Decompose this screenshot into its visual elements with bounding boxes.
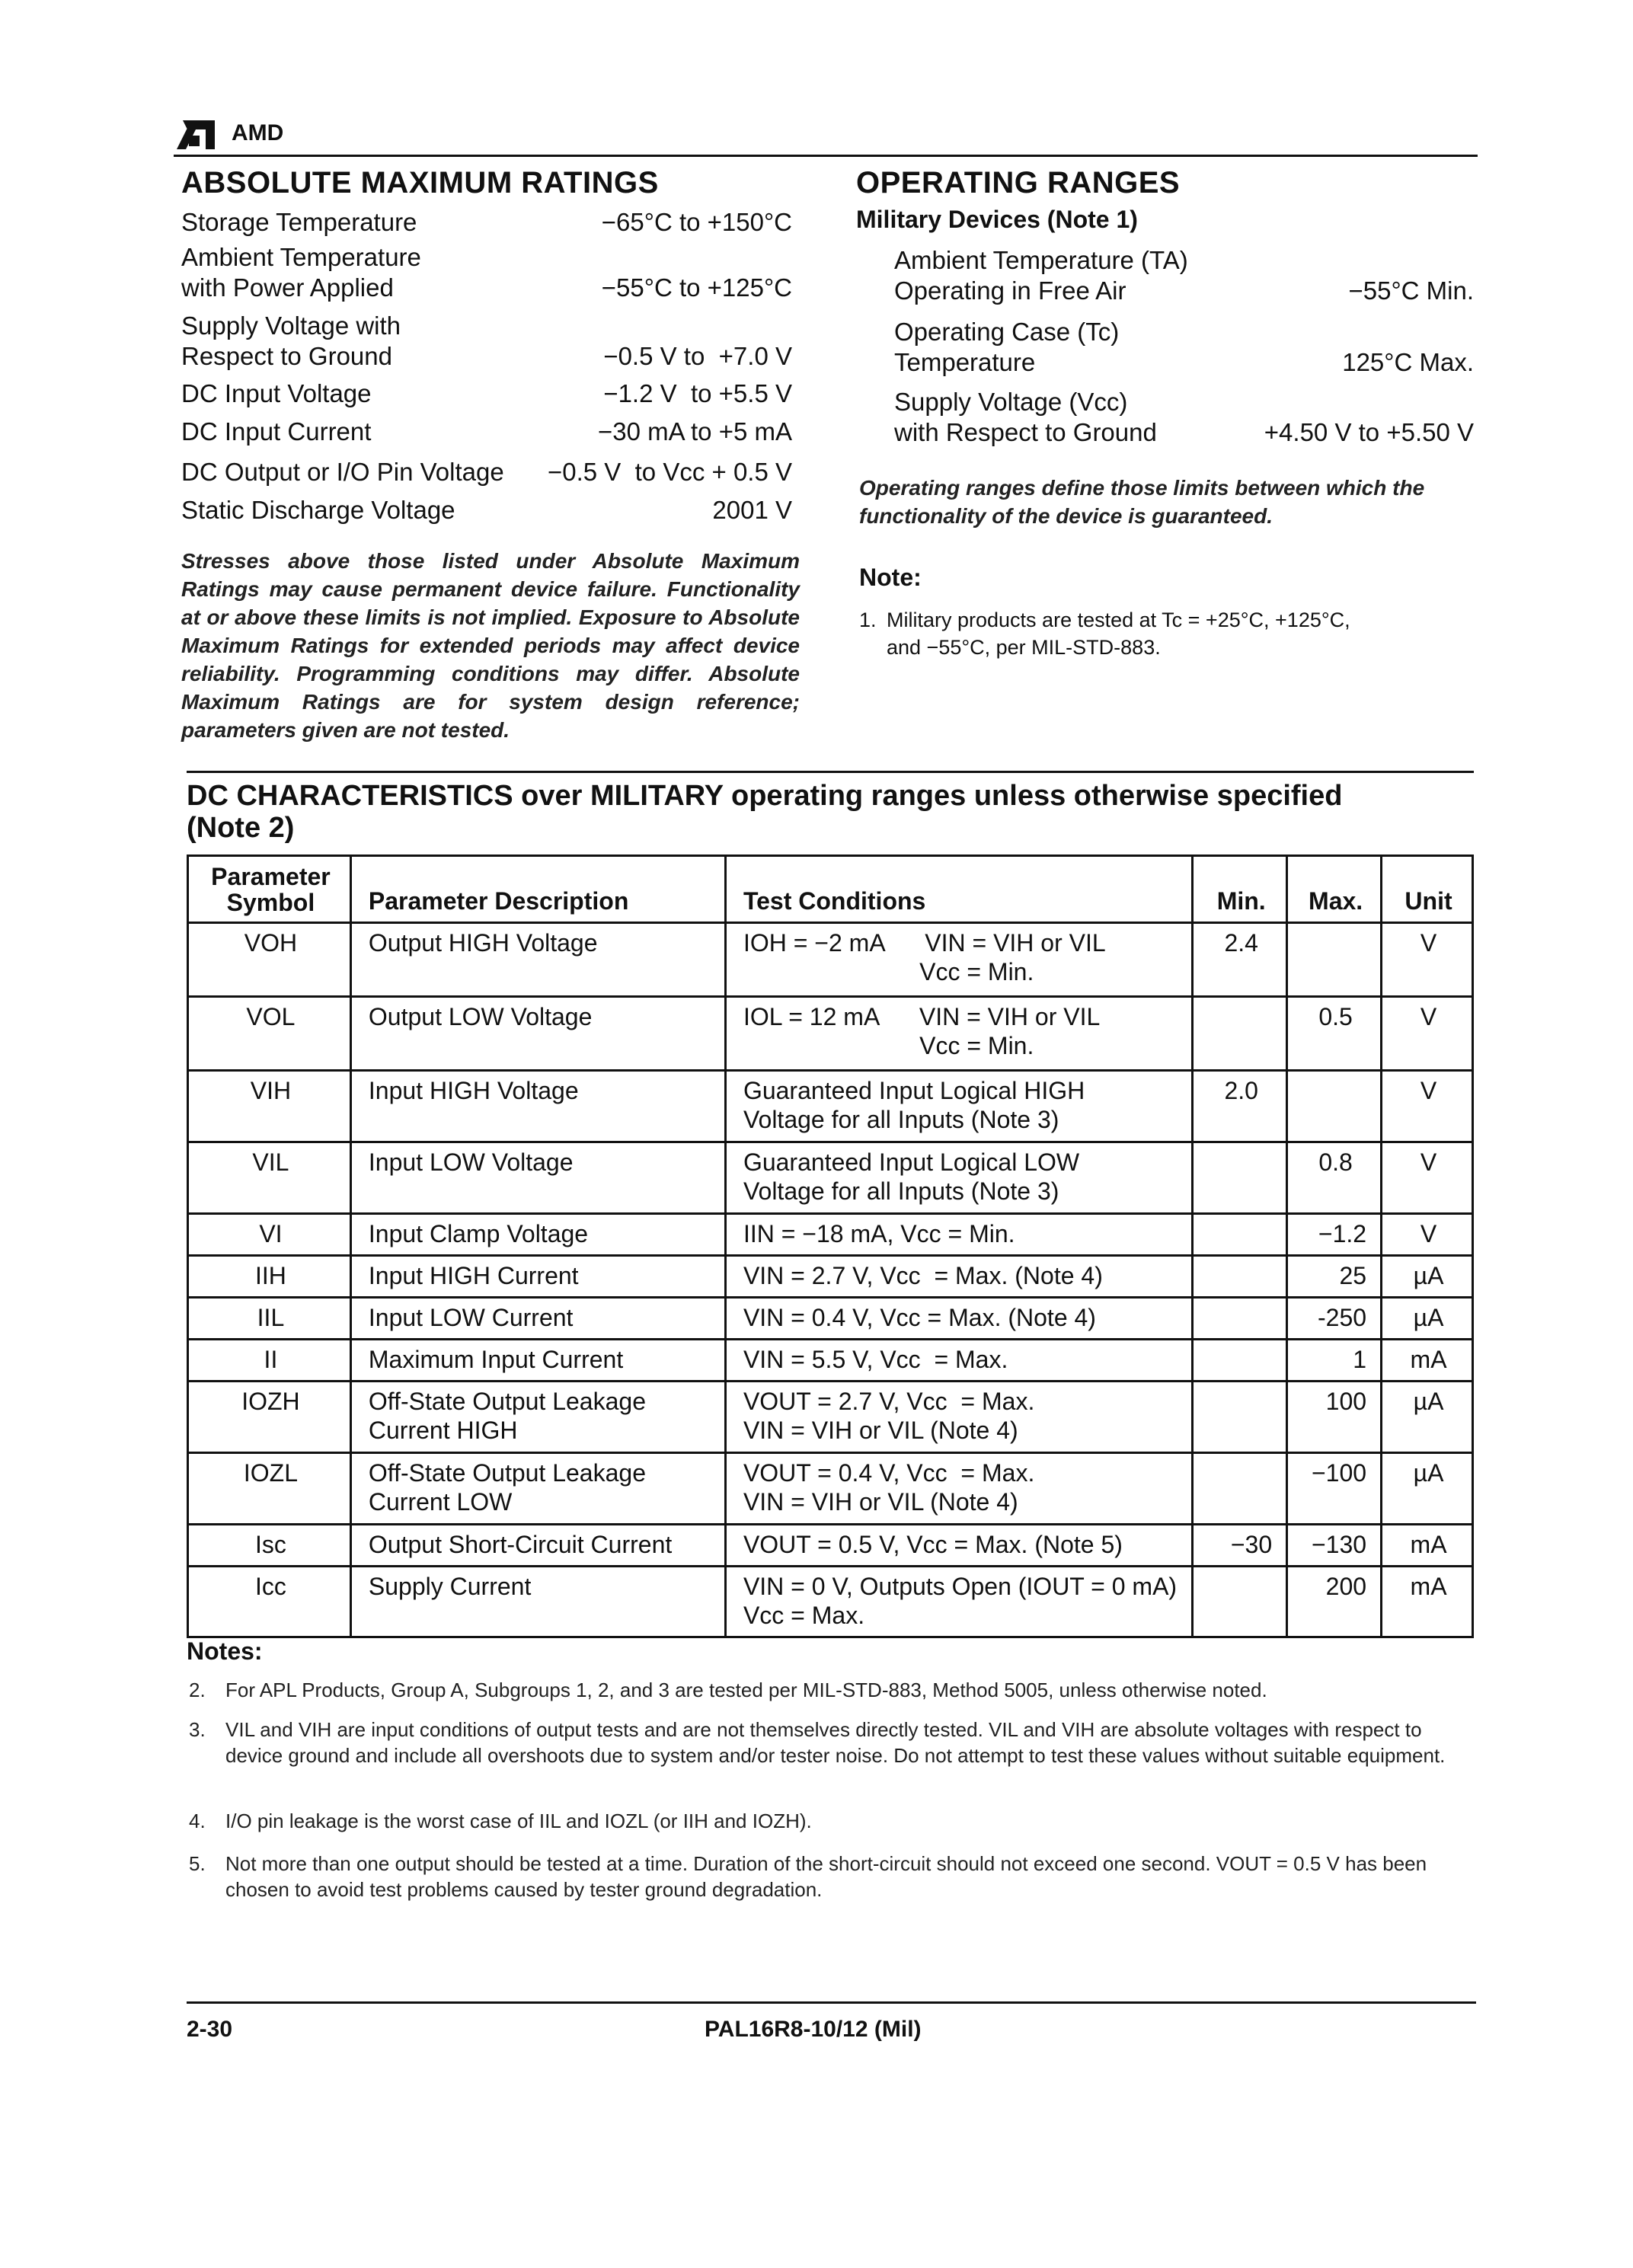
- op-ranges-row-1-value: 125°C Max.: [1342, 348, 1474, 376]
- cell-cond: IOL = 12 mA VIN = VIH or VIL Vcc = Min.: [725, 997, 1192, 1071]
- cell-symbol: VIH: [188, 1071, 351, 1142]
- dc-header-max: Max.: [1287, 856, 1382, 923]
- op-ranges-row-0-label: Ambient Temperature (TA) Operating in Free Air: [894, 246, 1188, 305]
- cell-cond: VIN = 0 V, Outputs Open (IOUT = 0 mA) Vcc = Max.: [725, 1567, 1192, 1637]
- page-number: 2-30: [187, 2017, 233, 2042]
- dc-header-symbol: Parameter Symbol: [188, 856, 351, 923]
- cell-desc: Input HIGH Voltage: [350, 1071, 725, 1142]
- op-ranges-row-2-value: +4.50 V to +5.50 V: [1264, 418, 1474, 446]
- notes-title: Notes:: [187, 1637, 263, 1665]
- abs-max-row-6-value: 2001 V: [712, 496, 792, 524]
- abs-max-title: ABSOLUTE MAXIMUM RATINGS: [181, 166, 659, 200]
- footer-rule: [187, 2001, 1476, 2004]
- cell-cond: VOUT = 0.5 V, Vcc = Max. (Note 5): [725, 1525, 1192, 1567]
- note-4: [189, 1808, 1476, 1838]
- cell-symbol: IIL: [188, 1298, 351, 1340]
- cell-desc: Input Clamp Voltage: [350, 1214, 725, 1256]
- op-ranges-row-1-label: Operating Case (Tc) Temperature: [894, 318, 1120, 376]
- table-row: [188, 1525, 1473, 1567]
- abs-max-row-1-value: −55°C to +125°C: [601, 273, 792, 302]
- cell-unit: V: [1382, 1214, 1473, 1256]
- cell-desc: Supply Current: [350, 1567, 725, 1637]
- cell-min: 2.4: [1193, 923, 1287, 997]
- dc-header-unit: Unit: [1382, 856, 1473, 923]
- cell-max: -250: [1287, 1298, 1382, 1340]
- cell-unit: mA: [1382, 1340, 1473, 1382]
- cell-max: 25: [1287, 1256, 1382, 1298]
- dc-header-desc: Parameter Description: [350, 856, 725, 923]
- cell-max: −130: [1287, 1525, 1382, 1567]
- cell-desc: Output Short-Circuit Current: [350, 1525, 725, 1567]
- abs-max-row-5-label: DC Output or I/O Pin Voltage: [181, 458, 504, 486]
- table-row: [188, 1214, 1473, 1256]
- cell-min: [1193, 1256, 1287, 1298]
- cell-desc: Input LOW Current: [350, 1298, 725, 1340]
- cell-cond: Guaranteed Input Logical LOW Voltage for all Inputs (Note 3): [725, 1142, 1192, 1214]
- cell-cond: VIN = 2.7 V, Vcc = Max. (Note 4): [725, 1256, 1192, 1298]
- table-row: [188, 1142, 1473, 1214]
- cell-unit: V: [1382, 923, 1473, 997]
- cell-desc: Off-State Output Leakage Current HIGH: [350, 1382, 725, 1453]
- cell-symbol: Isc: [188, 1525, 351, 1567]
- op-ranges-note1-text: Military products are tested at Tc = +25°C, +125°C, and −55°C, per MIL-STD-883.: [887, 609, 1350, 659]
- note-3-num: 3.: [189, 1718, 206, 1741]
- cell-symbol: IOZL: [188, 1453, 351, 1525]
- note-5-text: Not more than one output should be tested at a time. Duration of the short-circuit should not exceed one second. VOUT = 0.5 V has been chosen to avoid test problems caused by tester ground degradation.: [225, 1852, 1427, 1901]
- table-row: [188, 1071, 1473, 1142]
- dc-header-cond: Test Conditions: [725, 856, 1192, 923]
- cell-symbol: IOZH: [188, 1382, 351, 1453]
- note-5: [189, 1851, 1476, 1912]
- dc-header-row: [188, 856, 1473, 923]
- cell-max: 100: [1287, 1382, 1382, 1453]
- brand-name: AMD: [232, 120, 284, 145]
- header-rule: [174, 155, 1478, 157]
- note-3-text: VIL and VIH are input conditions of output tests and are not themselves directly tested. VIL and VIH are absolute voltages with respect to device ground and include all overshoots due to system and/or tester noise. Do not attempt to test these values without suitable equipment.: [225, 1718, 1446, 1767]
- cell-desc: Input LOW Voltage: [350, 1142, 725, 1214]
- cell-cond: IOH = −2 mA VIN = VIH or VIL Vcc = Min.: [725, 923, 1192, 997]
- cell-unit: µA: [1382, 1298, 1473, 1340]
- cell-cond: VIN = 0.4 V, Vcc = Max. (Note 4): [725, 1298, 1192, 1340]
- cell-symbol: VIL: [188, 1142, 351, 1214]
- cell-symbol: IIH: [188, 1256, 351, 1298]
- table-row: [188, 1298, 1473, 1340]
- note-4-text: I/O pin leakage is the worst case of IIL and IOZL (or IIH and IOZH).: [225, 1810, 812, 1832]
- note-2-num: 2.: [189, 1679, 206, 1701]
- cell-max: −100: [1287, 1453, 1382, 1525]
- cell-min: [1193, 1453, 1287, 1525]
- cell-symbol: VOL: [188, 997, 351, 1071]
- cell-min: −30: [1193, 1525, 1287, 1567]
- op-ranges-row-0-value: −55°C Min.: [1348, 276, 1474, 305]
- cell-max: 0.5: [1287, 997, 1382, 1071]
- cell-unit: mA: [1382, 1525, 1473, 1567]
- cell-cond: Guaranteed Input Logical HIGH Voltage for all Inputs (Note 3): [725, 1071, 1192, 1142]
- abs-max-row-6-label: Static Discharge Voltage: [181, 496, 455, 524]
- op-ranges-title: OPERATING RANGES: [856, 166, 1181, 200]
- table-row: [188, 1453, 1473, 1525]
- cell-desc: Output LOW Voltage: [350, 997, 725, 1071]
- cell-cond: IIN = −18 mA, Vcc = Min.: [725, 1214, 1192, 1256]
- cell-min: [1193, 1340, 1287, 1382]
- cell-max: −1.2: [1287, 1214, 1382, 1256]
- table-row: [188, 1382, 1473, 1453]
- amd-logo-icon: [174, 113, 219, 152]
- note-3: [189, 1717, 1476, 1800]
- cell-max: [1287, 923, 1382, 997]
- table-row: [188, 1340, 1473, 1382]
- dc-header-min: Min.: [1193, 856, 1287, 923]
- cell-symbol: II: [188, 1340, 351, 1382]
- amd-logo: [174, 113, 219, 152]
- cell-min: [1193, 997, 1287, 1071]
- abs-max-row-2-value: −0.5 V to +7.0 V: [603, 342, 792, 370]
- cell-min: 2.0: [1193, 1071, 1287, 1142]
- cell-symbol: Icc: [188, 1567, 351, 1637]
- cell-max: 0.8: [1287, 1142, 1382, 1214]
- op-ranges-row-2-label: Supply Voltage (Vcc) with Respect to Ground: [894, 388, 1157, 446]
- cell-symbol: VI: [188, 1214, 351, 1256]
- cell-desc: Off-State Output Leakage Current LOW: [350, 1453, 725, 1525]
- abs-max-row-4-value: −30 mA to +5 mA: [598, 417, 792, 446]
- note-5-num: 5.: [189, 1852, 206, 1875]
- abs-max-row-3-value: −1.2 V to +5.5 V: [603, 379, 792, 407]
- cell-desc: Output HIGH Voltage: [350, 923, 725, 997]
- dc-top-rule: [187, 771, 1474, 773]
- cell-unit: µA: [1382, 1382, 1473, 1453]
- cell-max: 1: [1287, 1340, 1382, 1382]
- cell-min: [1193, 1142, 1287, 1214]
- cell-max: [1287, 1071, 1382, 1142]
- op-ranges-note: Operating ranges define those limits between which the functionality of the device is guaranteed.: [859, 476, 1425, 528]
- cell-unit: V: [1382, 997, 1473, 1071]
- cell-min: [1193, 1214, 1287, 1256]
- cell-min: [1193, 1298, 1287, 1340]
- table-row: [188, 997, 1473, 1071]
- cell-cond: VOUT = 2.7 V, Vcc = Max. VIN = VIH or VIL (Note 4): [725, 1382, 1192, 1453]
- cell-max: 200: [1287, 1567, 1382, 1637]
- dc-table: [187, 854, 1474, 1638]
- cell-unit: µA: [1382, 1453, 1473, 1525]
- op-ranges-note-title: Note:: [859, 564, 922, 591]
- abs-max-note: Stresses above those listed under Absolute Maximum Ratings may cause permanent device failure. Functionality at or above these limits is not implied. Exposure to Absolute Maximum Ratings for extended periods may affect device reliability. Programming conditions may differ. Absolute Maximum Ratings are for system design reference; parameters given are not tested.: [181, 549, 800, 742]
- op-ranges-note1-num: 1.: [859, 609, 877, 631]
- cell-unit: V: [1382, 1071, 1473, 1142]
- dc-title: DC CHARACTERISTICS over MILITARY operating ranges unless otherwise specified (Note 2): [187, 780, 1343, 844]
- cell-cond: VIN = 5.5 V, Vcc = Max.: [725, 1340, 1192, 1382]
- cell-unit: µA: [1382, 1256, 1473, 1298]
- abs-max-row-5-value: −0.5 V to Vcc + 0.5 V: [547, 458, 792, 486]
- abs-max-row-4-label: DC Input Current: [181, 417, 372, 446]
- note-2: [189, 1677, 1476, 1707]
- cell-cond: VOUT = 0.4 V, Vcc = Max. VIN = VIH or VIL (Note 4): [725, 1453, 1192, 1525]
- abs-max-row-0-label: Storage Temperature: [181, 208, 417, 236]
- op-ranges-subtitle: Military Devices (Note 1): [856, 206, 1138, 233]
- table-row: [188, 1256, 1473, 1298]
- table-row: [188, 923, 1473, 997]
- cell-desc: Input HIGH Current: [350, 1256, 725, 1298]
- cell-min: [1193, 1382, 1287, 1453]
- cell-symbol: VOH: [188, 923, 351, 997]
- abs-max-row-3-label: DC Input Voltage: [181, 379, 372, 407]
- table-row: [188, 1567, 1473, 1637]
- abs-max-row-2-label: Supply Voltage with Respect to Ground: [181, 311, 401, 370]
- part-number: PAL16R8-10/12 (Mil): [705, 2017, 922, 2042]
- abs-max-row-0-value: −65°C to +150°C: [601, 208, 792, 236]
- cell-unit: V: [1382, 1142, 1473, 1214]
- abs-max-row-1-label: Ambient Temperature with Power Applied: [181, 243, 421, 302]
- cell-min: [1193, 1567, 1287, 1637]
- note-4-num: 4.: [189, 1810, 206, 1832]
- cell-unit: mA: [1382, 1567, 1473, 1637]
- cell-desc: Maximum Input Current: [350, 1340, 725, 1382]
- note-2-text: For APL Products, Group A, Subgroups 1, 2, and 3 are tested per MIL-STD-883, Method 5005, unless otherwise noted.: [225, 1679, 1267, 1701]
